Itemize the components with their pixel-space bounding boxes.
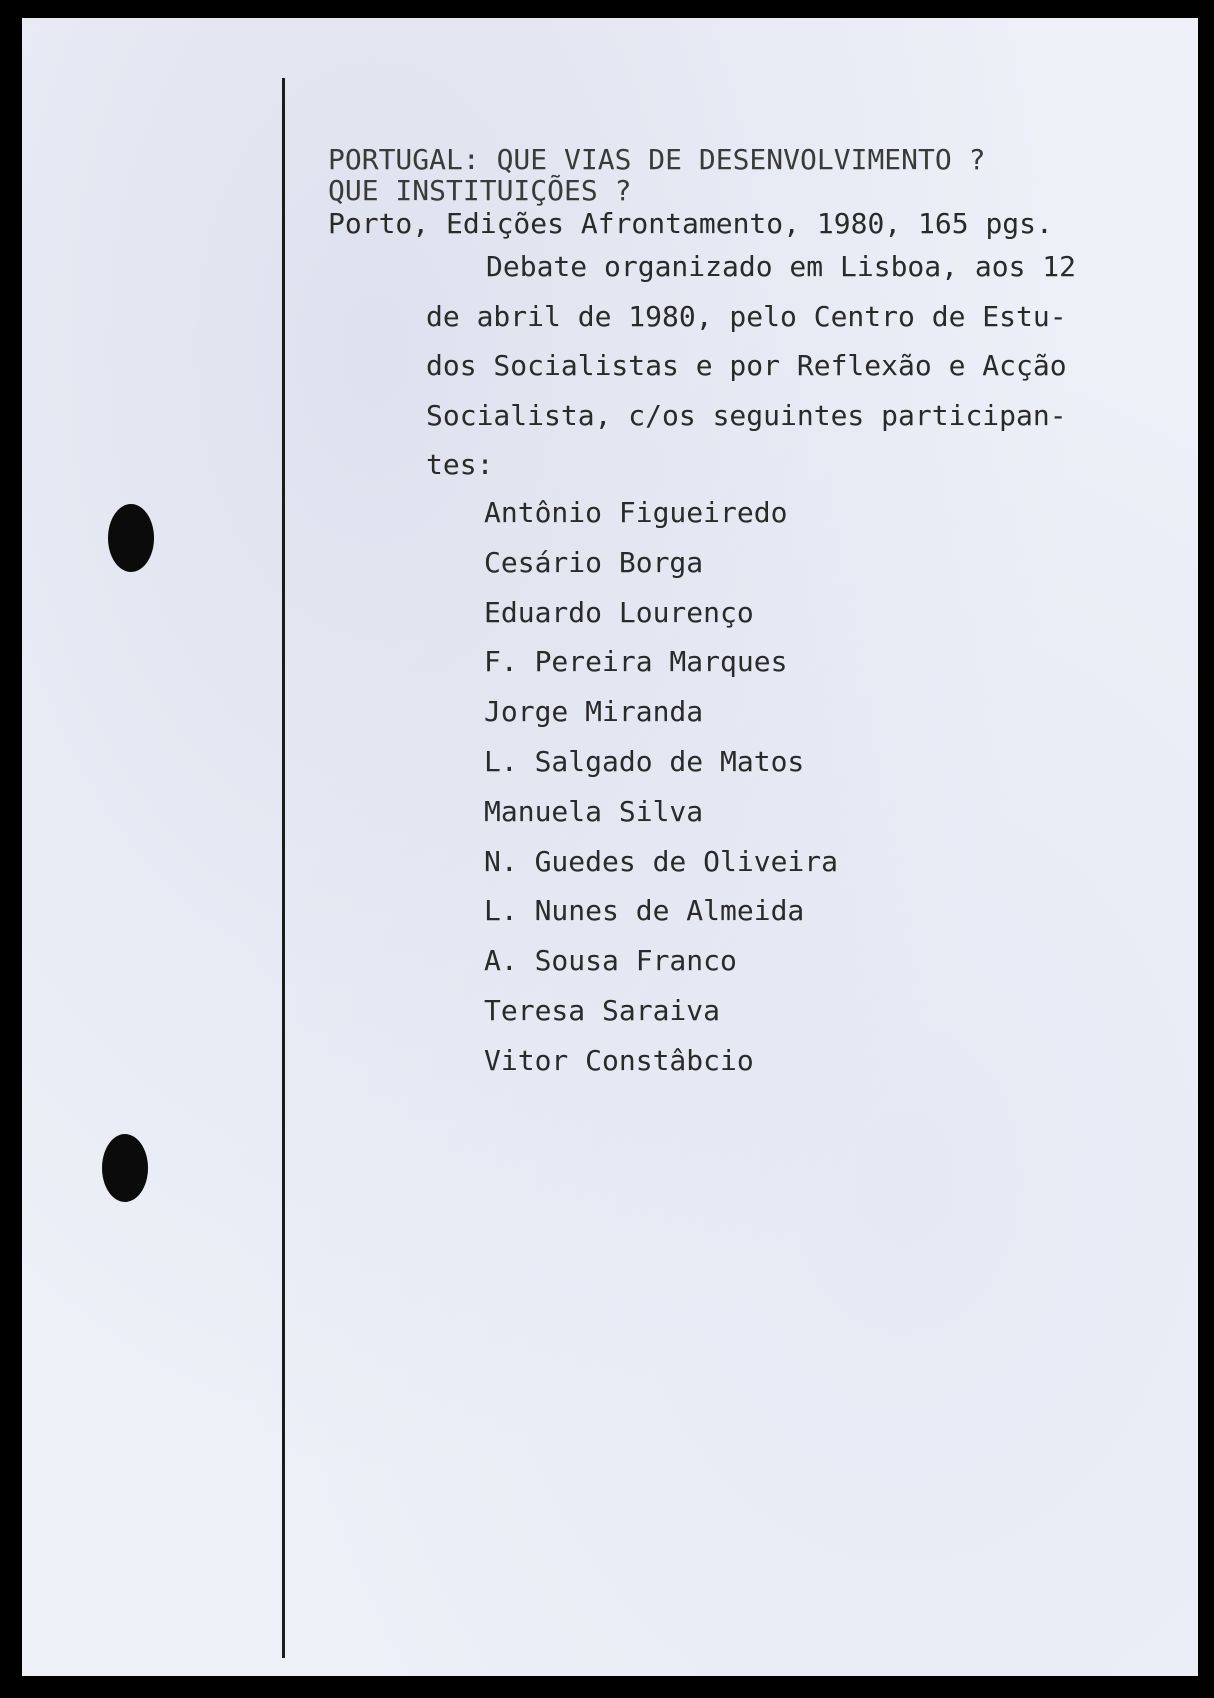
description-line-5: tes: <box>426 448 494 481</box>
document-page <box>22 18 1198 1676</box>
title-line-1: PORTUGAL: QUE VIAS DE DESENVOLVIMENTO ? <box>328 143 986 176</box>
description-line-4: Socialista, c/os seguintes participan- <box>426 398 1067 432</box>
participant-item: F. Pereira Marques <box>484 645 788 679</box>
participant-item: Manuela Silva <box>484 794 704 828</box>
description-paragraph <box>426 242 1076 490</box>
participant-item: Jorge Miranda <box>484 695 704 729</box>
participant-item: N. Guedes de Oliveira <box>484 844 839 878</box>
participant-item: Teresa Saraiva <box>484 993 721 1027</box>
participant-item: Antônio Figueiredo <box>484 496 788 529</box>
participant-item: Vitor Constâbcio <box>484 1043 754 1077</box>
description-line-3: dos Socialistas e por Reflexão e Acção <box>426 349 1067 382</box>
participant-item: L. Salgado de Matos <box>484 744 805 778</box>
participant-list <box>484 488 838 1086</box>
title-line-2: QUE INSTITUIÇÕES ? <box>328 174 632 207</box>
participant-item: A. Sousa Franco <box>484 944 737 978</box>
description-line-1: Debate organizado em Lisboa, aos 12 <box>486 250 1077 283</box>
document-title <box>328 144 985 206</box>
participant-item: Eduardo Lourenço <box>484 595 754 629</box>
participant-item: Cesário Borga <box>484 545 704 579</box>
participant-item: L. Nunes de Almeida <box>484 894 805 928</box>
punch-hole-top <box>108 504 154 572</box>
punch-hole-bottom <box>102 1134 148 1202</box>
description-line-2: de abril de 1980, pelo Centro de Estu- <box>426 299 1067 333</box>
margin-rule <box>282 78 285 1658</box>
citation: Porto, Edições Afrontamento, 1980, 165 pgs. <box>328 207 1053 240</box>
